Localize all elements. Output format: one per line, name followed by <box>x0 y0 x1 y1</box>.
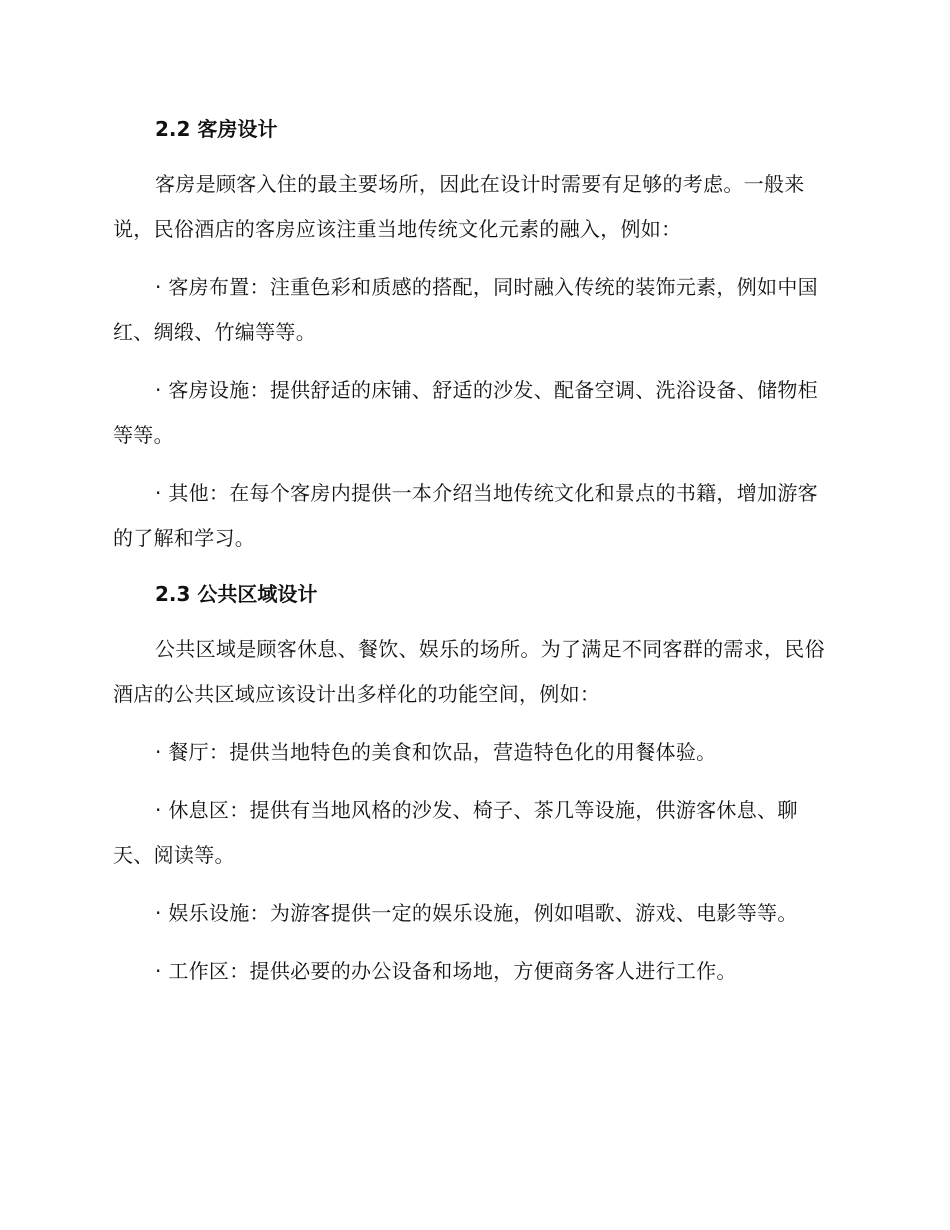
paragraph-room-intro: 客房是顾客入住的最主要场所，因此在设计时需要有足够的考虑。一般来说，民俗酒店的客房应该注重当地传统文化元素的融入，例如： <box>113 172 805 241</box>
paragraph-public-restaurant: · 餐厅：提供当地特色的美食和饮品，营造特色化的用餐体验。 <box>155 740 717 764</box>
paragraph-public-lounge: · 休息区：提供有当地风格的沙发、椅子、茶几等设施，供游客休息、聊天、阅读等。 <box>113 798 798 867</box>
section-heading-room-design: 2.2 客房设计 <box>155 117 278 141</box>
paragraph-room-other: · 其他：在每个客房内提供一本介绍当地传统文化和景点的书籍，增加游客的了解和学习。 <box>113 481 818 550</box>
document-content <box>113 115 833 994</box>
paragraph-public-work-area: · 工作区：提供必要的办公设备和场地，方便商务客人进行工作。 <box>155 959 737 983</box>
paragraph-room-layout: · 客房布置：注重色彩和质感的搭配，同时融入传统的装饰元素，例如中国红、绸缎、竹编等等。 <box>113 275 818 344</box>
section-heading-public-area-design: 2.3 公共区域设计 <box>155 582 318 606</box>
paragraph-public-intro: 公共区域是顾客休息、餐饮、娱乐的场所。为了满足不同客群的需求，民俗酒店的公共区域应该设计出多样化的功能空间，例如： <box>113 637 825 706</box>
paragraph-public-entertainment: · 娱乐设施：为游客提供一定的娱乐设施，例如唱歌、游戏、电影等等。 <box>155 901 798 925</box>
paragraph-room-facilities: · 客房设施：提供舒适的床铺、舒适的沙发、配备空调、洗浴设备、储物柜等等。 <box>113 378 818 447</box>
